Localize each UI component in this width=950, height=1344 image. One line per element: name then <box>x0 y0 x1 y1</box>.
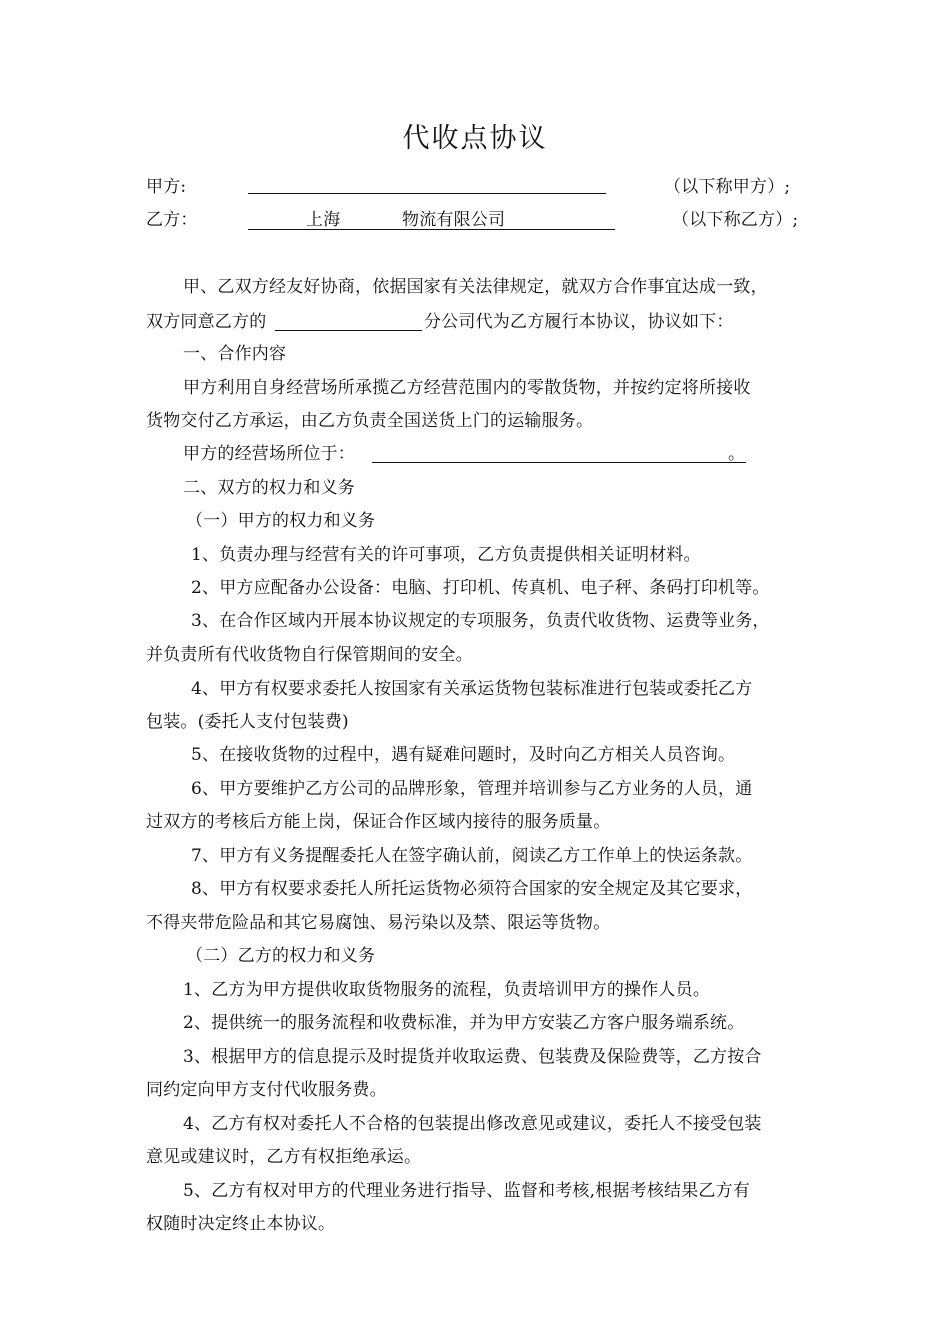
a-item-6-cont: 过双方的考核后方能上岗，保证合作区域内接待的服务质量。 <box>146 812 611 832</box>
party-a-blank <box>248 193 606 194</box>
section-2-heading: 二、双方的权力和义务 <box>183 478 355 498</box>
b-item-4: 4、乙方有权对委托人不合格的包装提出修改意见或建议，委托人不接受包装 <box>183 1114 762 1134</box>
section-1-line-2: 货物交付乙方承运，由乙方负责全国送货上门的运输服务。 <box>146 411 594 431</box>
a-item-6: 6、甲方要维护乙方公司的品牌形象，管理并培训参与乙方业务的人员，通 <box>191 779 753 799</box>
subsection-a-heading: （一）甲方的权力和义务 <box>186 511 376 531</box>
party-a-suffix: （以下称甲方）; <box>664 177 791 197</box>
branch-blank <box>275 330 422 331</box>
a-item-3-cont: 并负责所有代收货物自行保管期间的安全。 <box>146 645 473 665</box>
subsection-b-heading: （二）乙方的权力和义务 <box>186 946 376 966</box>
location-label: 甲方的经营场所位于： <box>183 444 355 464</box>
document-title: 代收点协议 <box>402 123 548 154</box>
party-a-label: 甲方: <box>146 177 187 197</box>
b-item-3-cont: 同约定向甲方支付代收服务费。 <box>146 1080 387 1100</box>
party-b-company: 物流有限公司 <box>402 210 506 230</box>
section-1-line-1: 甲方利用自身经营场所承揽乙方经营范围内的零散货物，并按约定将所接收 <box>183 378 751 398</box>
b-item-5-cont: 权随时决定终止本协议。 <box>146 1214 336 1234</box>
a-item-2: 2、甲方应配备办公设备：电脑、打印机、传真机、电子秤、条码打印机等。 <box>191 578 770 598</box>
party-b-suffix: （以下称乙方）; <box>672 210 799 230</box>
intro-line-2b: 分公司代为乙方履行本协议，协议如下： <box>424 312 734 332</box>
a-item-5: 5、在接收货物的过程中，遇有疑难问题时，及时向乙方相关人员咨询。 <box>191 745 736 765</box>
b-item-5: 5、乙方有权对甲方的代理业务进行指导、监督和考核,根据考核结果乙方有 <box>183 1181 751 1201</box>
b-item-3: 3、根据甲方的信息提示及时提货并收取运费、包装费及保险费等，乙方按合 <box>183 1047 762 1067</box>
location-blank <box>372 462 746 463</box>
party-b-label: 乙方： <box>146 210 198 230</box>
a-item-8: 8、甲方有权要求委托人所托运货物必须符合国家的安全规定及其它要求， <box>191 879 753 899</box>
b-item-2: 2、提供统一的服务流程和收费标准，并为甲方安装乙方客户服务端系统。 <box>183 1013 745 1033</box>
party-b-city: 上海 <box>306 210 341 230</box>
b-item-1: 1、乙方为甲方提供收取货物服务的流程，负责培训甲方的操作人员。 <box>183 980 711 1000</box>
b-item-4-cont: 意见或建议时，乙方有权拒绝承运。 <box>146 1147 422 1167</box>
party-b-underline <box>248 229 615 230</box>
a-item-8-cont: 不得夹带危险品和其它易腐蚀、易污染以及禁、限运等货物。 <box>146 913 611 933</box>
section-1-heading: 一、合作内容 <box>183 344 287 364</box>
intro-line-1: 甲、乙双方经友好协商，依据国家有关法律规定，就双方合作事宜达成一致， <box>183 277 768 297</box>
location-end: 。 <box>728 444 746 464</box>
a-item-4: 4、甲方有权要求委托人按国家有关承运货物包装标准进行包装或委托乙方 <box>191 679 753 699</box>
a-item-7: 7、甲方有义务提醒委托人在签字确认前，阅读乙方工作单上的快运条款。 <box>191 846 753 866</box>
intro-line-2a: 双方同意乙方的 <box>146 312 267 332</box>
a-item-4-cont: 包装。(委托人支付包装费) <box>146 712 349 732</box>
a-item-1: 1、负责办理与经营有关的许可事项，乙方负责提供相关证明材料。 <box>191 545 701 565</box>
a-item-3: 3、在合作区域内开展本协议规定的专项服务，负责代收货物、运费等业务， <box>191 611 770 631</box>
